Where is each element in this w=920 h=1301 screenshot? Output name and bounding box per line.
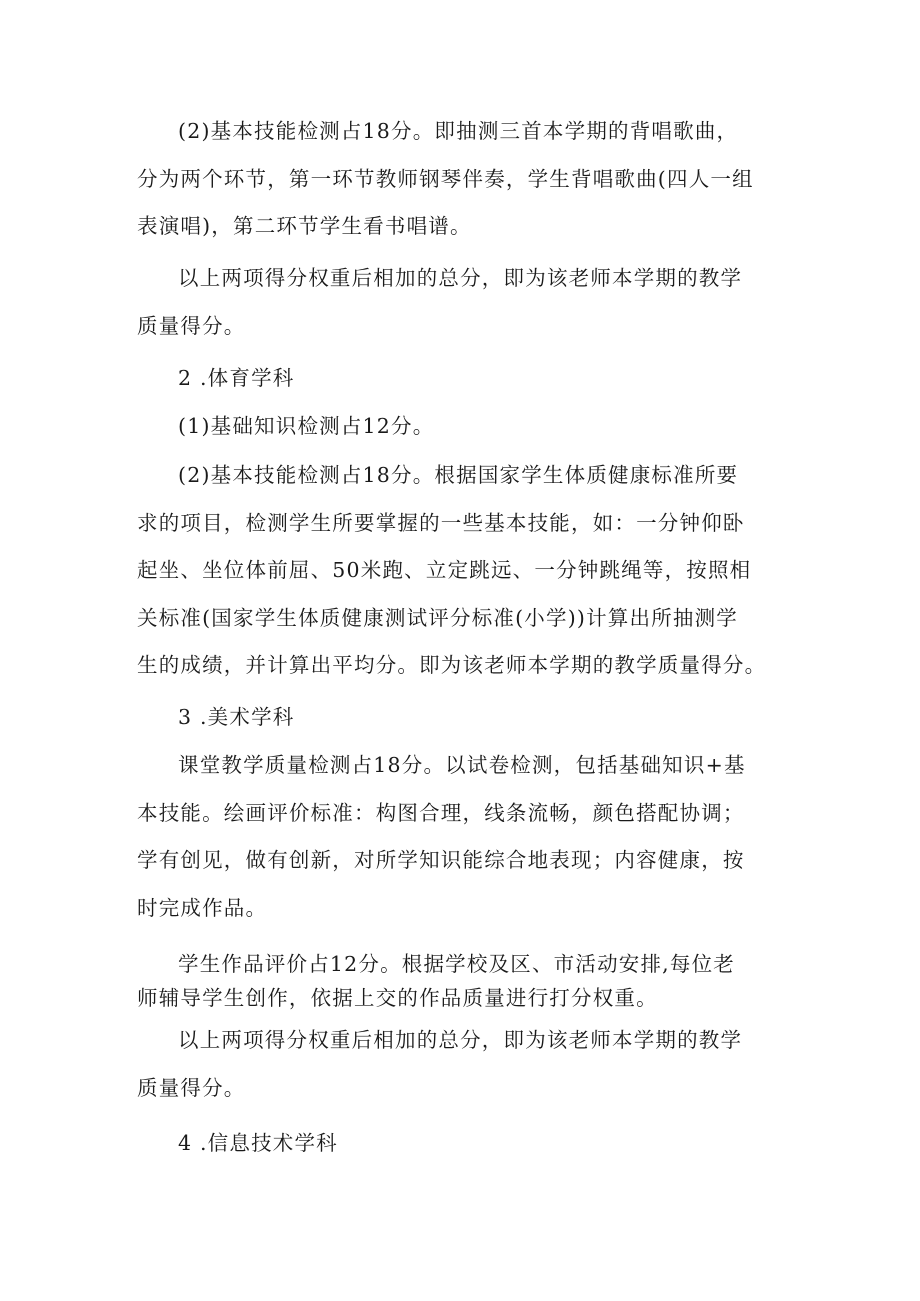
paragraph-music-skill bbox=[137, 108, 792, 251]
paragraph-art-total bbox=[137, 1017, 792, 1112]
text-line: 起坐、坐位体前屈、50米跑、立定跳远、一分钟跳绳等，按照相 bbox=[137, 558, 752, 582]
text-line: 求的项目，检测学生所要掌握的一些基本技能，如：一分钟仰卧 bbox=[137, 510, 745, 535]
text-line: (2)基本技能检测占18分。根据国家学生体质健康标准所要 bbox=[178, 463, 739, 487]
section-heading-art bbox=[137, 694, 792, 742]
text-line: 4 .信息技术学科 bbox=[178, 1131, 338, 1155]
text-line: 关标准(国家学生体质健康测试评分标准(小学))计算出所抽测学 bbox=[137, 605, 738, 630]
text-line: (2)基本技能检测占18分。即抽测三首本学期的背唱歌曲， bbox=[178, 119, 739, 143]
text-line: 2 .体育学科 bbox=[178, 366, 295, 390]
text-line: 以上两项得分权重后相加的总分，即为该老师本学期的教学 bbox=[178, 1028, 743, 1052]
text-line: 本技能。绘画评价标准：构图合理，线条流畅，颜色搭配协调； bbox=[137, 800, 745, 825]
text-line: 学有创见，做有创新，对所学知识能综合地表现；内容健康，按 bbox=[137, 848, 745, 872]
text-line: 质量得分。 bbox=[137, 313, 246, 338]
text-line: 3 .美术学科 bbox=[178, 705, 295, 729]
paragraph-pe-knowledge bbox=[137, 403, 792, 451]
text-line: 时完成作品。 bbox=[137, 895, 268, 920]
paragraph-pe-skill bbox=[137, 452, 792, 690]
text-line: 表演唱)，第二环节学生看书唱谱。 bbox=[137, 214, 472, 238]
text-line: 以上两项得分权重后相加的总分，即为该老师本学期的教学 bbox=[178, 266, 743, 290]
text-line: 学生作品评价占12分。根据学校及区、市活动安排,每位老 bbox=[178, 952, 736, 976]
text-line: 课堂教学质量检测占18分。以试卷检测，包括基础知识+基 bbox=[178, 753, 746, 777]
paragraph-art-works bbox=[137, 947, 792, 1015]
paragraph-art-classroom bbox=[137, 742, 792, 932]
paragraph-music-total bbox=[137, 255, 792, 350]
text-line: 生的成绩，并计算出平均分。即为该老师本学期的教学质量得分。 bbox=[137, 653, 767, 677]
text-line: (1)基础知识检测占12分。 bbox=[178, 414, 435, 438]
text-line: 分为两个环节，第一环节教师钢琴伴奏，学生背唱歌曲(四人一组 bbox=[137, 166, 754, 191]
section-heading-pe bbox=[137, 355, 792, 403]
section-heading-it bbox=[137, 1120, 792, 1168]
text-line: 质量得分。 bbox=[137, 1075, 246, 1100]
text-line: 师辅导学生创作，依据上交的作品质量进行打分权重。 bbox=[137, 986, 658, 1010]
